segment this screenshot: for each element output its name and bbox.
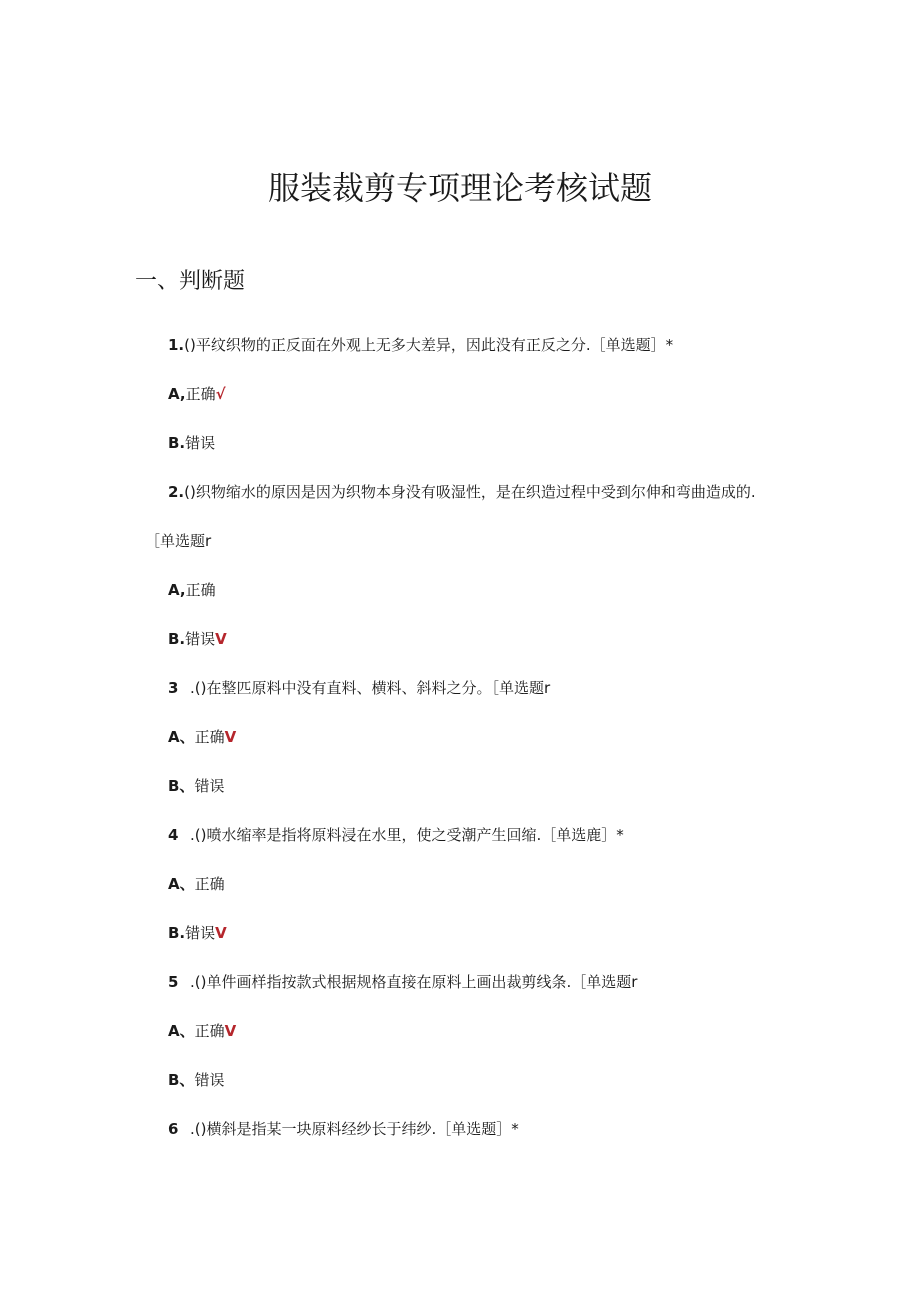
option-prefix: B. — [168, 630, 186, 648]
question-text: .()横斜是指某一块原料经纱长于纬纱.［单选题］* — [190, 1120, 519, 1138]
option-label: 错误 — [185, 630, 216, 648]
question-text: ()平纹织物的正反面在外观上无多大差异，因此没有正反之分.［单选题］* — [184, 336, 674, 354]
option-label: 正确 — [194, 875, 225, 893]
option-label: 错误 — [185, 434, 216, 452]
answer-check-mark: V — [215, 924, 227, 942]
question-4-option-b — [168, 922, 227, 944]
question-2-continuation: ［单选题r — [145, 532, 212, 550]
question-3-option-b — [168, 775, 224, 797]
question-1-option-a — [168, 383, 226, 405]
answer-check-mark: √ — [215, 385, 226, 403]
question-6 — [168, 1118, 519, 1140]
question-text: .()在整匹原料中没有直料、横料、斜料之分。［单选题r — [190, 679, 551, 697]
document-title: 服装裁剪专项理论考核试题 — [267, 169, 652, 207]
question-4 — [168, 824, 624, 846]
question-1 — [168, 334, 673, 356]
question-4-option-a — [168, 873, 225, 895]
question-5-option-b — [168, 1069, 224, 1091]
question-3 — [168, 677, 550, 699]
option-label: 正确 — [185, 385, 216, 403]
option-prefix: B、 — [168, 777, 195, 795]
question-number: 2. — [168, 483, 185, 501]
question-1-option-b — [168, 432, 215, 454]
option-label: 错误 — [185, 924, 216, 942]
answer-check-mark: V — [224, 1022, 237, 1040]
question-number: 1. — [168, 336, 185, 354]
option-prefix: A, — [168, 581, 186, 599]
option-label: 错误 — [194, 777, 225, 795]
option-label: 正确 — [194, 728, 225, 746]
question-number: 6 — [168, 1120, 179, 1138]
question-number: 5 — [168, 973, 179, 991]
option-prefix: B、 — [168, 1071, 195, 1089]
question-2-option-a — [168, 579, 216, 601]
answer-check-mark: V — [224, 728, 237, 746]
question-text: .()喷水缩率是指将原料浸在水里，使之受潮产生回缩.［单选鹿］* — [190, 826, 624, 844]
question-2-option-b — [168, 628, 227, 650]
question-2 — [168, 481, 756, 503]
option-prefix: A、 — [168, 875, 195, 893]
question-number: 3 — [168, 679, 179, 697]
question-3-option-a — [168, 726, 236, 748]
option-prefix: A、 — [168, 728, 195, 746]
option-prefix: A, — [168, 385, 186, 403]
option-prefix: B. — [168, 434, 186, 452]
question-5 — [168, 971, 637, 993]
option-prefix: B. — [168, 924, 186, 942]
option-label: 正确 — [194, 1022, 225, 1040]
option-label: 错误 — [194, 1071, 225, 1089]
answer-check-mark: V — [215, 630, 227, 648]
section-heading: 一、判断题 — [135, 269, 246, 294]
question-number: 4 — [168, 826, 179, 844]
option-label: 正确 — [185, 581, 216, 599]
question-text: .()单件画样指按款式根据规格直接在原料上画出裁剪线条.［单选题r — [190, 973, 638, 991]
option-prefix: A、 — [168, 1022, 195, 1040]
question-5-option-a — [168, 1020, 236, 1042]
question-text: ()织物缩水的原因是因为织物本身没有吸湿性，是在织造过程中受到尔伸和弯曲造成的. — [184, 483, 756, 501]
